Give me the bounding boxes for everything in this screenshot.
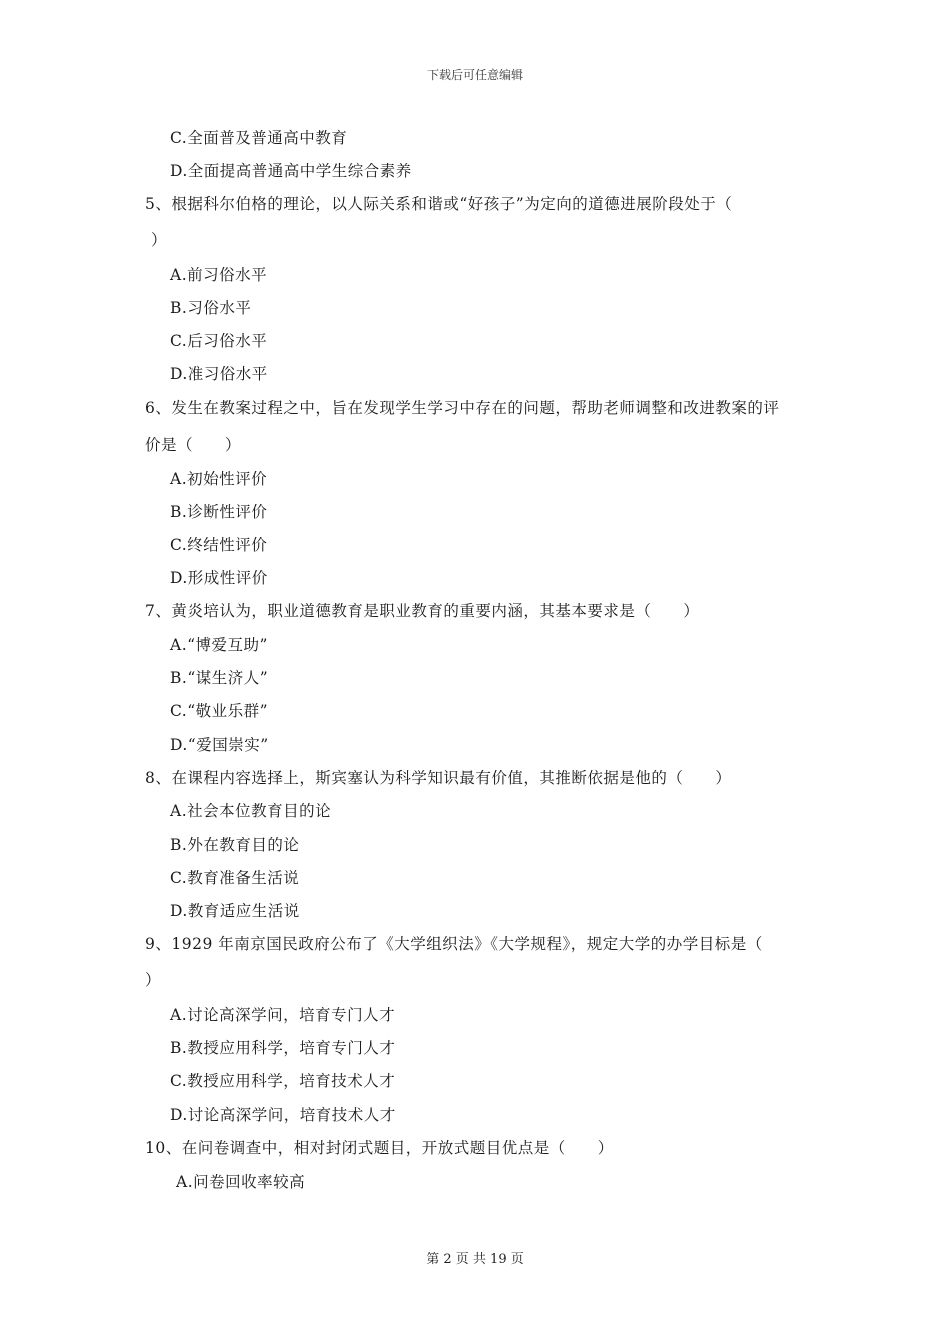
option-4c: C.全面普及普通高中教育 <box>170 129 348 147</box>
page-header: 下载后可任意编辑 <box>426 68 523 82</box>
question-9-cont: ） <box>145 971 162 989</box>
option-9c: C.教授应用科学，培育技术人才 <box>170 1072 396 1090</box>
option-8a: A.社会本位教育目的论 <box>170 802 332 820</box>
question-5-cont: ） <box>151 231 168 249</box>
option-6c: C.终结性评价 <box>170 536 268 554</box>
option-9a: A.讨论高深学问，培育专门人才 <box>170 1006 396 1024</box>
option-5c: C.后习俗水平 <box>170 332 268 350</box>
option-5a: A.前习俗水平 <box>170 266 268 284</box>
question-9: 9、1929 年南京国民政府公布了《大学组织法》《大学规程》，规定大学的办学目标是（ <box>145 935 763 953</box>
option-5b: B.习俗水平 <box>170 299 252 317</box>
page-footer: 第 2 页 共 19 页 <box>426 1252 524 1267</box>
option-6b: B.诊断性评价 <box>170 503 268 521</box>
question-5: 5、根据科尔伯格的理论，以人际关系和谐或“好孩子”为定向的道德进展阶段处于（ <box>145 195 733 213</box>
option-9b: B.教授应用科学，培育专门人才 <box>170 1039 396 1057</box>
option-7b: B.“谋生济人” <box>170 669 269 687</box>
question-6: 6、发生在教案过程之中，旨在发现学生学习中存在的问题，帮助老师调整和改进教案的评 <box>145 399 780 417</box>
question-6-cont: 价是（ ） <box>145 436 242 454</box>
question-10: 10、在问卷调查中，相对封闭式题目，开放式题目优点是（ ） <box>145 1139 614 1157</box>
option-4d: D.全面提高普通高中学生综合素养 <box>170 162 412 180</box>
option-9d: D.讨论高深学问，培育技术人才 <box>170 1106 396 1124</box>
option-6d: D.形成性评价 <box>170 569 268 587</box>
option-7c: C.“敬业乐群” <box>170 702 269 720</box>
option-8b: B.外在教育目的论 <box>170 836 300 854</box>
question-7: 7、黄炎培认为，职业道德教育是职业教育的重要内涵，其基本要求是（ ） <box>145 602 700 620</box>
option-10a: A.问卷回收率较高 <box>176 1173 306 1191</box>
option-6a: A.初始性评价 <box>170 470 268 488</box>
question-8: 8、在课程内容选择上，斯宾塞认为科学知识最有价值，其推断依据是他的（ ） <box>145 769 732 787</box>
option-5d: D.准习俗水平 <box>170 365 268 383</box>
option-8d: D.教育适应生活说 <box>170 902 300 920</box>
option-7d: D.“爱国崇实” <box>170 736 269 754</box>
option-7a: A.“博爱互助” <box>170 636 268 654</box>
option-8c: C.教育准备生活说 <box>170 869 300 887</box>
